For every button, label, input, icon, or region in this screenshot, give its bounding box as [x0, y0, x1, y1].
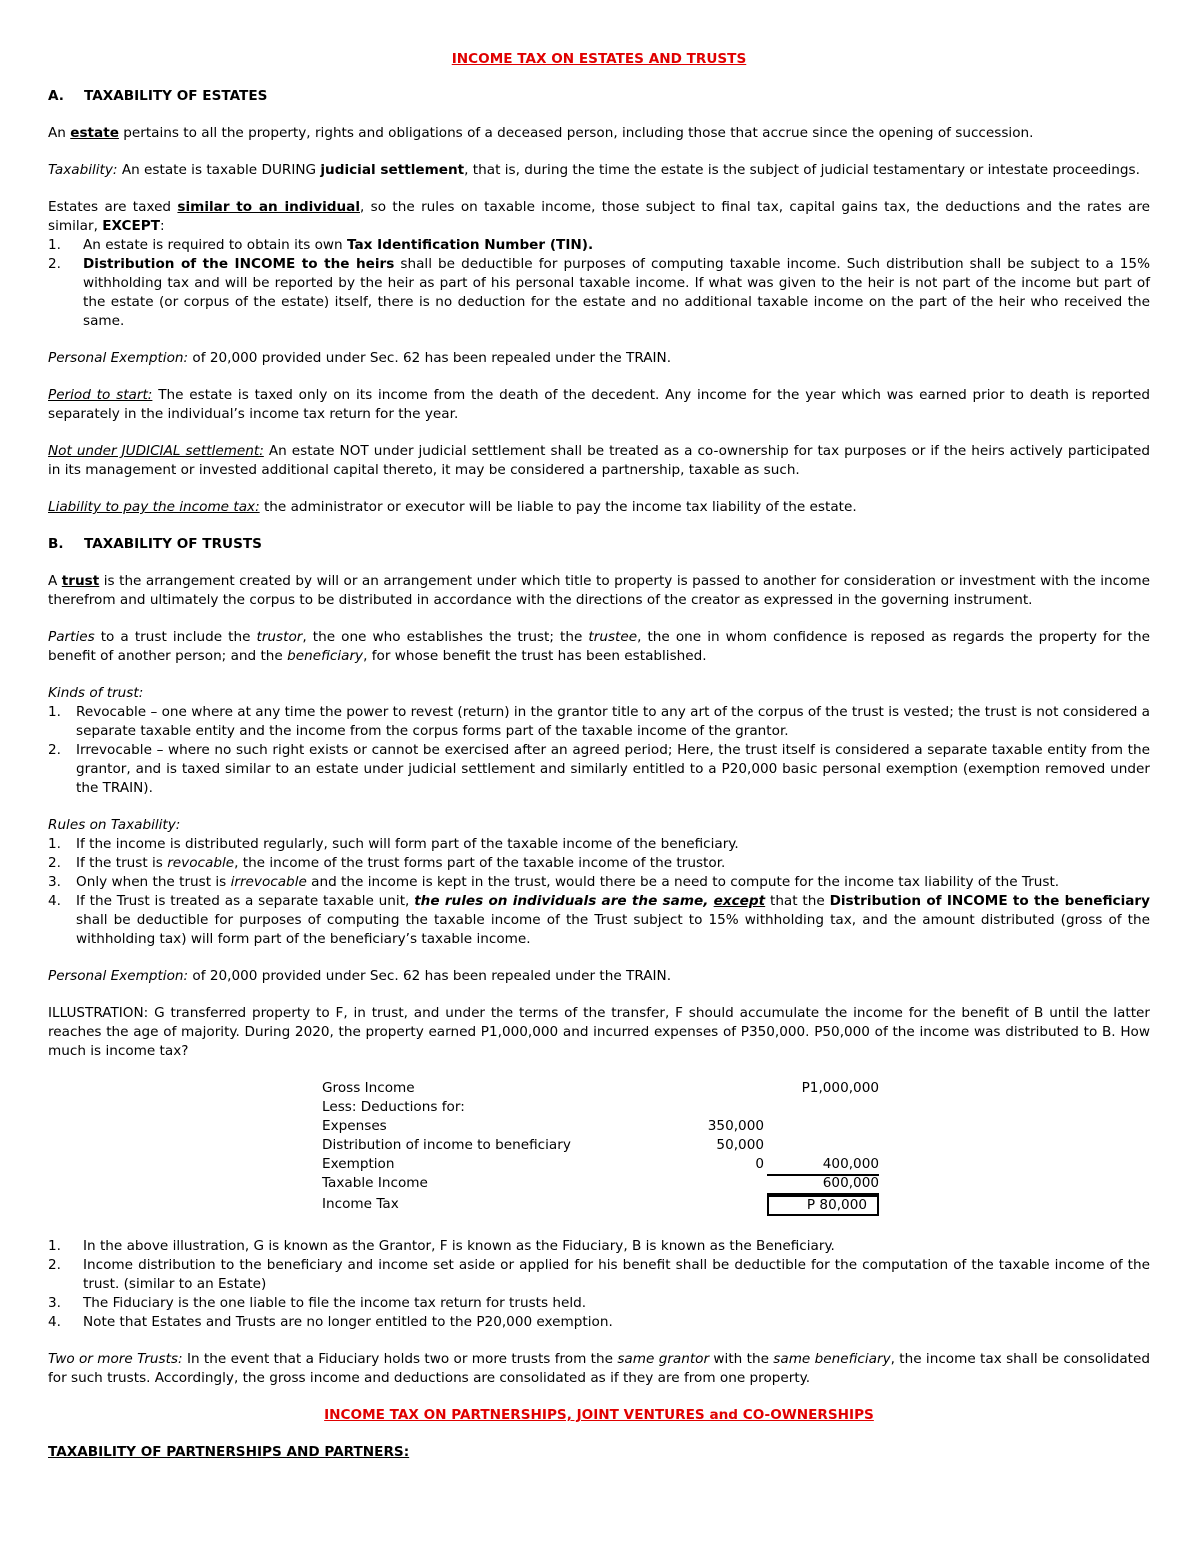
period-paragraph [48, 386, 1150, 424]
list-item [48, 236, 1150, 255]
section-a-heading [48, 87, 1150, 106]
estate-term: estate [70, 125, 119, 141]
list-text: Note that Estates and Trusts are no longer entitled to the P20,000 exemption. [83, 1314, 613, 1330]
list-item [48, 741, 1150, 798]
list-text: In the above illustration, G is known as the Grantor, F is known as the Fiduciary, B is known as the Beneficiary. [83, 1238, 835, 1254]
row-total: P1,000,000 [801, 1080, 879, 1096]
list-number: 1. [48, 1238, 61, 1254]
trust-def-post: is the arrangement created by will or an arrangement under which title to property is passed to another for consideration or investment with the income therefrom and ultimately the corpus to be distributed in accordance with the directions of the creator as expressed in the governing instrument. [48, 573, 1150, 608]
illustration-paragraph: ILLUSTRATION: G transferred property to F, in trust, and under the terms of the transfer, F should accumulate the income for the benefit of B until the latter reaches the age of majority. During 2020, the property earned P1,000,000 and incurred expenses of P350,000. P50,000 of the income was distributed to B. How much is income tax? [48, 1005, 1150, 1059]
row-total: 400,000 [767, 1155, 879, 1176]
irrevocable-term: irrevocable [230, 874, 307, 890]
row-amount: 50,000 [716, 1137, 764, 1153]
trust-definition [48, 572, 1150, 610]
two-trusts-paragraph [48, 1350, 1150, 1388]
similar-individual-term: similar to an individual [177, 199, 360, 215]
personal-exemption-text: of 20,000 provided under Sec. 62 has been repealed under the TRAIN. [188, 350, 672, 366]
list-text: If the trust is [76, 855, 168, 871]
list-number: 3. [48, 874, 61, 890]
row-amount: 0 [755, 1156, 764, 1172]
parties-label: Parties [48, 629, 95, 645]
not-judicial-text: An estate NOT under judicial settlement shall be treated as a co-ownership for tax purposes or if the heirs actively participated in its management or invested additional capital thereto, it may be considered a partnership, taxable as such. [48, 443, 1151, 478]
list-number: 2. [48, 256, 61, 272]
same-beneficiary-term: same beneficiary [773, 1351, 891, 1367]
income-tax-total-box: P 80,000 [767, 1195, 879, 1216]
estate-def-post: pertains to all the property, rights and obligations of a deceased person, including those that accrue since the opening of succession. [118, 125, 1034, 141]
rules-same-term: the rules on individuals are the same, [414, 893, 714, 909]
list-text: Income distribution to the beneficiary and income set aside or applied for his benefit shall be deductible for the computation of the taxable income of the trust. (similar to an Estate) [83, 1257, 1150, 1292]
period-text: The estate is taxed only on its income from the death of the decedent. Any income for the year which was earned prior to death is reported separately in the individual’s income tax return for the year. [48, 387, 1150, 422]
row-label: Gross Income [322, 1080, 415, 1096]
section-b-letter: B. [48, 536, 64, 552]
list-number: 1. [48, 237, 61, 253]
row-amount: 350,000 [707, 1118, 764, 1134]
period-label: Period to start: [48, 387, 153, 403]
personal-exemption-paragraph [48, 349, 1150, 368]
list-text: Only when the trust is [76, 874, 231, 890]
beneficiary-term: beneficiary [287, 648, 364, 664]
illustration-notes-list [48, 1237, 1150, 1332]
list-item [48, 835, 1150, 854]
tin-term: Tax Identification Number (TIN). [346, 237, 594, 253]
row-label: Distribution of income to beneficiary [322, 1137, 571, 1153]
list-text: An estate is required to obtain its own [83, 237, 347, 253]
personal-exemption-label: Personal Exemption: [48, 968, 189, 984]
row-label: Less: Deductions for: [322, 1099, 465, 1115]
list-text: If the Trust is treated as a separate taxable unit, [76, 893, 415, 909]
estates-taxed-post: , so the rules on taxable income, those subject to final tax, capital gains tax, the deductions and the rates are similar, [48, 199, 1150, 234]
list-item [48, 255, 1150, 331]
row-total: 600,000 [767, 1174, 879, 1195]
list-item [48, 1256, 1150, 1294]
taxability-post: , that is, during the time the estate is the subject of judicial testamentary or intestate proceedings. [464, 162, 1140, 178]
list-number: 2. [48, 855, 61, 871]
document-title: INCOME TAX ON ESTATES AND TRUSTS [451, 51, 747, 67]
section-a-letter: A. [48, 88, 64, 104]
list-number: 1. [48, 836, 61, 852]
estate-exceptions-list [48, 236, 1150, 331]
rules-label-text: Rules on Taxability: [48, 817, 181, 833]
distribution-heirs-term: Distribution of the INCOME to the heirs [83, 256, 395, 272]
kinds-list [48, 703, 1150, 798]
list-item [48, 892, 1150, 949]
list-item [48, 1237, 1150, 1256]
rules-list [48, 835, 1150, 949]
distribution-beneficiary-term: Distribution of INCOME to the beneficiary [829, 893, 1150, 909]
two-trusts-text: In the event that a Fiduciary holds two or more trusts from the [182, 1351, 618, 1367]
parties-text: to a trust include the [94, 629, 257, 645]
estate-def-pre: An [48, 125, 71, 141]
partnerships-heading: INCOME TAX ON PARTNERSHIPS, JOINT VENTURES and CO-OWNERSHIPS [324, 1407, 874, 1423]
parties-text: , the one who establishes the trust; the [302, 629, 589, 645]
same-grantor-term: same grantor [617, 1351, 710, 1367]
list-text: and the income is kept in the trust, would there be a need to compute for the income tax liability of the Trust. [306, 874, 1060, 890]
two-trusts-label: Two or more Trusts: [48, 1351, 183, 1367]
list-item [48, 854, 1150, 873]
except-term: EXCEPT [102, 218, 160, 234]
list-text: Irrevocable – where no such right exists or cannot be exercised after an agreed period; Here, the trust itself is considered a separate taxable entity from the grantor, and is taxed similar to an estate under judicial settlement and similarly entitled to a P20,000 basic personal exemption (exemption removed under the TRAIN). [76, 742, 1150, 796]
trustee-term: trustee [588, 629, 638, 645]
personal-exemption-paragraph-2 [48, 967, 1150, 986]
estates-taxed-paragraph [48, 198, 1150, 236]
list-item [48, 1313, 1150, 1332]
personal-exemption-text: of 20,000 provided under Sec. 62 has been repealed under the TRAIN. [188, 968, 672, 984]
section-b-heading [48, 535, 1150, 554]
list-number: 4. [48, 1314, 61, 1330]
list-text: shall be deductible for purposes of computing the taxable income of the Trust subject to 15% withholding tax, and the amount distributed (gross of the withholding tax) will form part of the beneficiary’s taxable income. [76, 912, 1150, 947]
list-text: If the income is distributed regularly, such will form part of the taxable income of the beneficiary. [76, 836, 739, 852]
liability-paragraph [48, 498, 1150, 517]
list-number: 1. [48, 704, 61, 720]
trustor-term: trustor [256, 629, 303, 645]
income-tax-computation [48, 1079, 1150, 1219]
taxability-pre: An estate is taxable DURING [117, 162, 321, 178]
estate-definition [48, 124, 1150, 143]
list-item [48, 703, 1150, 741]
list-item [48, 873, 1150, 892]
taxability-paragraph [48, 161, 1150, 180]
list-text: that the [765, 893, 830, 909]
list-number: 4. [48, 893, 61, 909]
not-judicial-paragraph [48, 442, 1150, 480]
two-trusts-text: with the [709, 1351, 774, 1367]
liability-text: the administrator or executor will be liable to pay the income tax liability of the estate. [259, 499, 857, 515]
except-colon: : [160, 218, 165, 234]
liability-label: Liability to pay the income tax: [48, 499, 260, 515]
parties-text: , for whose benefit the trust has been established. [363, 648, 707, 664]
except-emphasis: except [713, 893, 766, 909]
revocable-term: revocable [167, 855, 235, 871]
list-item [48, 1294, 1150, 1313]
list-number: 2. [48, 1257, 61, 1273]
section-a-title: TAXABILITY OF ESTATES [84, 88, 268, 104]
list-text: Revocable – one where at any time the power to revest (return) in the grantor title to any art of the corpus of the trust is vested; the trust is not considered a separate taxable entity and the income from the corpus forms part of the taxable income of the grantor. [76, 704, 1150, 739]
list-number: 3. [48, 1295, 61, 1311]
row-label: Expenses [322, 1118, 387, 1134]
section-b-title: TAXABILITY OF TRUSTS [84, 536, 262, 552]
partnerships-subheading: TAXABILITY OF PARTNERSHIPS AND PARTNERS: [48, 1444, 410, 1460]
trust-def-pre: A [48, 573, 62, 589]
two-trusts-text: , the income tax shall be consolidated for such trusts. Accordingly, the gross income and deductions are consolidated as if they are from one property. [48, 1351, 1150, 1386]
list-text: The Fiduciary is the one liable to file the income tax return for trusts held. [83, 1295, 587, 1311]
kinds-label-text: Kinds of trust: [48, 685, 144, 701]
not-judicial-label: Not under JUDICIAL settlement: [48, 443, 264, 459]
taxability-label: Taxability: [48, 162, 118, 178]
list-text: shall be deductible for purposes of computing taxable income. Such distribution shall be subject to a 15% withholding tax and will be reported by the heir as part of his personal taxable income. If what was given to the heir is not part of the income but part of the estate (or corpus of the estate) itself, there is no deduction for the estate and no additional taxable income on the part of the heir who received the same. [83, 256, 1150, 329]
row-label: Exemption [322, 1156, 395, 1172]
list-number: 2. [48, 742, 61, 758]
row-label: Taxable Income [322, 1175, 428, 1191]
kinds-label [48, 684, 1150, 703]
row-label: Income Tax [322, 1196, 399, 1212]
personal-exemption-label: Personal Exemption: [48, 350, 189, 366]
parties-text: , the one in whom confidence is reposed as regards the property for the benefit of another person; and the [48, 629, 1150, 664]
judicial-settlement-term: judicial settlement [320, 162, 465, 178]
estates-taxed-pre: Estates are taxed [48, 199, 178, 215]
parties-paragraph [48, 628, 1150, 666]
rules-label [48, 816, 1150, 835]
list-text: , the income of the trust forms part of the taxable income of the trustor. [234, 855, 726, 871]
trust-term: trust [61, 573, 100, 589]
